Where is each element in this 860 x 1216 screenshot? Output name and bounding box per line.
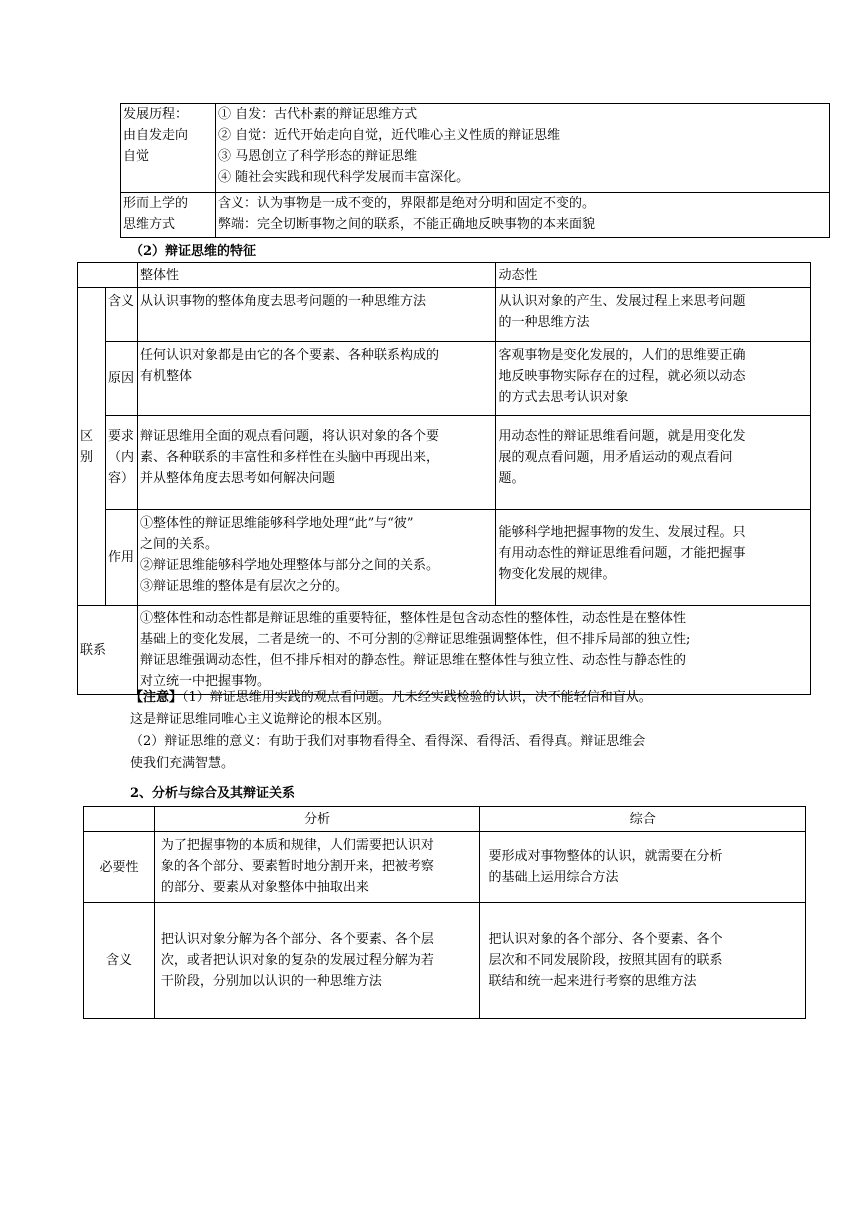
cell-line: 展的观点看问题，用矛盾运动的观点看问 [498,450,733,465]
section-heading-analysis: 2、分析与综合及其辩证关系 [130,786,296,801]
history-item: ④ 随社会实践和现代科学发展而丰富深化。 [218,170,470,185]
header-empty-cell [78,263,138,288]
table-row [78,342,811,416]
cell-line: 物变化发展的规律。 [498,567,616,582]
cell-line: 象的各个部分、要素暂时地分割开来，把被考察 [160,859,434,874]
header-synthesis: 综合 [480,807,806,832]
header-whole: 整体性 [137,263,496,288]
function-whole-cell [137,510,496,606]
history-label-line: 自觉 [123,149,150,164]
note-line: 使我们充满智慧。 [130,756,235,771]
reason-dynamic-cell [496,342,811,416]
meaning-synthesis-cell [480,903,806,1019]
cell-line: 辩证思维用全面的观点看问题，将认识对象的各个要 [139,429,439,444]
reason-label: 原因 [107,371,134,386]
meaning-analysis-cell [154,903,480,1019]
require-whole-cell [137,416,496,510]
function-label: 作用 [107,550,134,565]
table-row [78,606,811,695]
table-row [84,903,806,1019]
cell-line: ①整体性的辩证思维能够科学地处理“此”与“彼” [139,516,414,531]
table-row [78,510,811,606]
cell-line: 把认识对象分解为各个部分、各个要素、各个层 [160,932,434,947]
header-empty-cell [84,807,155,832]
note-block [130,688,820,774]
link-text-cell [137,606,810,695]
cell-line: 的部分、要素从对象整体中抽取出来 [160,880,369,895]
cell-line: 之间的关系。 [139,537,218,552]
group-label-cell [78,288,106,606]
need-analysis-cell [154,832,480,903]
cell-line: 有用动态性的辩证思维看问题，才能把握事 [498,546,746,561]
meaning-dynamic-cell [496,288,811,342]
cell-line: 从认识事物的整体角度去思考问题的一种思维方法 [139,294,426,309]
history-label-line: 由自发走向 [123,128,189,143]
table-row [78,263,811,288]
cell-line: ①整体性和动态性都是辩证思维的重要特征，整体性是包含动态性的整体性，动态性是在整体性 [139,611,686,626]
meta-label-cell [121,193,216,238]
note-line: 这是辩证思维同唯心主义诡辩论的根本区别。 [130,712,391,727]
cell-line: 的基础上运用综合方法 [488,870,619,885]
note-text: （1）辩证思维用实践的观点看问题。凡未经实践检验的认识，决不能轻信和盲从。 [182,690,652,705]
require-label-line: 容） [107,471,134,486]
row-label: 必要性 [84,832,155,903]
history-item: ③ 马恩创立了科学形态的辩证思维 [218,149,418,164]
history-item: ① 自发：古代朴素的辩证思维方式 [218,107,418,122]
cell-line: 从认识对象的产生、发展过程上来思考问题 [498,294,746,309]
row-label [105,342,137,416]
table-row [84,807,806,832]
meaning-whole-cell [137,288,496,342]
row-label: 含义 [105,288,137,342]
history-label-cell [121,104,216,193]
cell-line: 联结和统一起来进行考察的思维方法 [488,974,697,989]
cell-line: 干阶段，分别加以认识的一种思维方法 [160,974,382,989]
history-item: ② 自觉：近代开始走向自觉，近代唯心主义性质的辩证思维 [218,128,561,143]
analysis-table [83,806,806,1019]
meta-item: 含义：认为事物是一成不变的，界限都是绝对分明和固定不变的。 [218,196,596,211]
cell-line: 要形成对事物整体的认识，就需要在分析 [488,849,723,864]
note-tag: 【注意】 [130,690,183,705]
table-row [78,416,811,510]
header-analysis: 分析 [154,807,480,832]
require-label-line: 要求 [107,429,134,444]
table-row [78,288,811,342]
history-table [120,103,830,238]
note-line [130,688,820,708]
cell-line: 把认识对象的各个部分、各个要素、各个 [488,932,723,947]
cell-line: 辩证思维强调动态性，但不排斥相对的静态性。辩证思维在整体性与独立性、动态性与静态性的 [139,653,686,668]
meta-items-cell [216,193,830,238]
table-row [121,104,830,193]
table-row [84,832,806,903]
history-label-line: 发展历程： [123,107,189,122]
group-label-line: 别 [80,449,94,465]
cell-line: 能够科学地把握事物的发生、发展过程。只 [498,525,746,540]
row-label [105,416,137,510]
cell-line: 的一种思维方法 [498,315,590,330]
group-label-line: 区 [80,428,94,444]
function-dynamic-cell [496,510,811,606]
history-items-cell [216,104,830,193]
cell-line: 并从整体角度去思考如何解决问题 [139,471,335,486]
cell-line: 对立统一中把握事物。 [139,674,270,689]
cell-line: ③辩证思维的整体是有层次之分的。 [139,579,348,594]
link-label-cell [78,606,138,695]
row-label [105,510,137,606]
cell-line: 为了把握事物的本质和规律，人们需要把认识对 [160,838,434,853]
note-line: （2）辩证思维的意义：有助于我们对事物看得全、看得深、看得活、看得真。辩证思维会 [130,734,646,749]
row-label: 含义 [84,903,155,1019]
need-synthesis-cell [480,832,806,903]
cell-line: 用动态性的辩证思维看问题，就是用变化发 [498,429,746,444]
cell-line: 客观事物是变化发展的，人们的思维要正确 [498,348,746,363]
require-label-line: （内 [107,450,134,465]
cell-line: 有机整体 [139,369,192,384]
cell-line: 基础上的变化发展，二者是统一的、不可分割的②辩证思维强调整体性，但不排斥局部的独立性; [139,632,691,647]
reason-whole-cell [137,342,496,416]
cell-line: 任何认识对象都是由它的各个要素、各种联系构成的 [139,348,439,363]
meta-item: 弊端：完全切断事物之间的联系，不能正确地反映事物的本来面貌 [218,217,596,232]
cell-line: ②辩证思维能够科学地处理整体与部分之间的关系。 [139,558,439,573]
meta-label-line: 思维方式 [123,217,176,232]
meta-label-line: 形而上学的 [123,196,189,211]
features-table [77,262,811,695]
table-row [121,193,830,238]
link-label: 联系 [80,642,107,658]
cell-line: 素、各种联系的丰富性和多样性在头脑中再现出来， [139,450,439,465]
cell-line: 地反映事物实际存在的过程，就必须以动态 [498,369,746,384]
cell-line: 层次和不同发展阶段，按照其固有的联系 [488,953,723,968]
section-heading-features: （2）辩证思维的特征 [130,244,257,259]
require-dynamic-cell [496,416,811,510]
cell-line: 题。 [498,471,525,486]
cell-line: 的方式去思考认识对象 [498,390,629,405]
cell-line: 次，或者把认识对象的复杂的发展过程分解为若 [160,953,434,968]
header-dynamic: 动态性 [496,263,811,288]
